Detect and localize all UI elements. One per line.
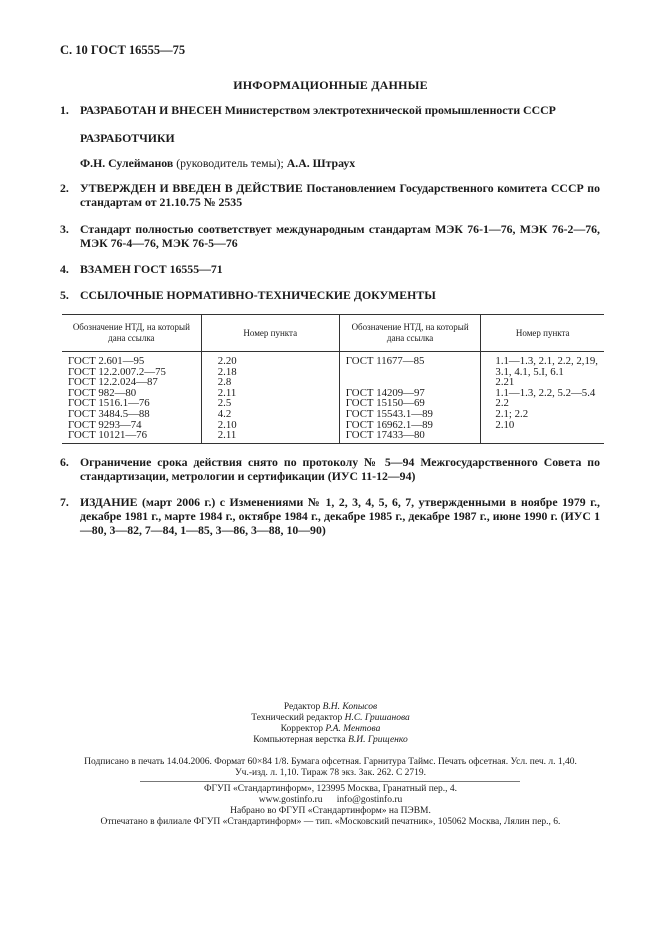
item-number: 6. — [60, 455, 69, 469]
item-1 — [60, 103, 600, 117]
table-cell: ГОСТ 10121—76 — [68, 429, 147, 442]
table-cell: ГОСТ 1516.1—76 — [68, 397, 150, 410]
developers-list — [80, 156, 355, 171]
imprint-block — [0, 784, 661, 828]
credit-label: Редактор — [283, 702, 323, 712]
item-text: ВЗАМЕН ГОСТ 16555—71 — [80, 262, 223, 276]
item-number: 1. — [60, 103, 69, 117]
table-cell: 2.10 — [217, 418, 237, 431]
print-info-line: Уч.-изд. л. 1,10. Тираж 78 экз. Зак. 262. С 2719. — [234, 768, 427, 778]
item-number: 3. — [60, 222, 69, 236]
table-cell: ГОСТ 12.2.024—87 — [68, 376, 158, 389]
item-text: Постановлением Государственного комитета СССР по стандартам от 21.10.75 № 2535 — [80, 181, 601, 209]
credit-corrector — [0, 724, 661, 735]
credit-name: В.Н. Копысов — [322, 702, 378, 712]
table-cell: 2.20 — [217, 355, 237, 367]
print-info-line: Подписано в печать 14.04.2006. Формат 60×84 1/8. Бумага офсетная. Гарнитура Таймс. Печать офсетная. Усл. печ. л. 1,40. — [84, 757, 577, 767]
table-cell: ГОСТ 14209—97 — [345, 386, 425, 399]
column-header: Обозначение НТД, на который дана ссылка — [339, 315, 481, 352]
table-cell: 4.2 — [217, 407, 232, 420]
column-header: Номер пункта — [481, 315, 604, 352]
table-cell: 3.1, 4.1, 5.I, 6.1 — [495, 365, 564, 378]
developers-heading: РАЗРАБОТЧИКИ — [80, 131, 175, 145]
table-cell: 2.8 — [217, 376, 232, 389]
table-cell: ГОСТ 12.2.007.2—75 — [68, 365, 166, 378]
imprint-line: Набрано во ФГУП «Стандартинформ» на ПЭВМ. — [230, 806, 431, 816]
table-cell: 2.11 — [217, 429, 237, 442]
table-cell: ГОСТ 15543.1—89 — [345, 407, 433, 420]
print-info — [0, 757, 661, 779]
credit-name: Р.А. Ментова — [325, 724, 381, 734]
item-7 — [60, 495, 600, 537]
developer-name: Ф.Н. Сулейманов — [80, 156, 174, 170]
imprint-line: ФГУП «Стандартинформ», 123995 Москва, Гранатный пер., 4. — [203, 784, 458, 794]
item-5 — [60, 288, 600, 302]
table-cell: 2.10 — [495, 418, 515, 431]
table-cell — [495, 430, 598, 441]
divider — [140, 781, 520, 782]
table-cell: ГОСТ 15150—69 — [345, 397, 425, 410]
table-cell: 1.1—1.3, 2.2, 5.2—5.4 — [495, 386, 596, 399]
table-cell: 2.21 — [495, 376, 515, 389]
item-6 — [60, 455, 600, 483]
credit-tech-editor — [0, 713, 661, 724]
credit-name: В.И. Грищенко — [348, 735, 408, 745]
table-cell: 2.2 — [495, 397, 509, 410]
item-4 — [60, 262, 600, 276]
item-number: 2. — [60, 181, 69, 195]
item-text: Стандарт полностью соответствует международным стандартам МЭК 76-1—76, МЭК 76-2—76, МЭК 76-4—76, МЭК 76-5—76 — [80, 222, 600, 250]
left-docs-column — [62, 352, 201, 444]
credit-label: Технический редактор — [251, 713, 345, 723]
table-cell: 2.5 — [217, 397, 232, 410]
page-title: ИНФОРМАЦИОННЫЕ ДАННЫЕ — [233, 78, 428, 92]
item-lead: УТВЕРЖДЕН И ВВЕДЕН В ДЕЙСТВИЕ — [80, 181, 303, 195]
table-cell: ГОСТ 982—80 — [68, 386, 137, 399]
developer-name: А.А. Штраух — [286, 156, 356, 170]
imprint-line: Отпечатано в филиале ФГУП «Стандартинформ» — тип. «Московский печатник», 105062 Москва, Лялин пер., 6. — [100, 817, 561, 827]
credits-block — [0, 702, 661, 746]
column-header: Обозначение НТД, на который дана ссылка — [62, 315, 201, 352]
table-cell: ГОСТ 17433—80 — [345, 429, 425, 442]
item-text: Министерством электротехнической промышленности СССР — [221, 103, 556, 117]
item-lead: РАЗРАБОТАН И ВНЕСЕН — [80, 103, 222, 117]
table-cell: 2.1; 2.2 — [495, 407, 529, 420]
item-2 — [60, 181, 600, 209]
credit-editor — [0, 702, 661, 713]
column-header: Номер пункта — [201, 315, 339, 352]
page-header: С. 10 ГОСТ 16555—75 — [60, 43, 186, 57]
table-cell: 2.11 — [217, 386, 237, 399]
table-cell: 1.1—1.3, 2.1, 2.2, 2,19, — [495, 355, 598, 367]
table-cell: ГОСТ 3484.5—88 — [68, 407, 150, 420]
item-text: ССЫЛОЧНЫЕ НОРМАТИВНО-ТЕХНИЧЕСКИЕ ДОКУМЕНТЫ — [80, 288, 436, 302]
table-cell: 2.18 — [217, 365, 237, 378]
developer-role: (руководитель темы); — [173, 156, 287, 170]
item-3 — [60, 222, 600, 250]
item-number: 7. — [60, 495, 69, 509]
credit-label: Корректор — [280, 724, 326, 734]
credit-name: Н.С. Гришанова — [344, 713, 410, 723]
item-number: 4. — [60, 262, 69, 276]
item-number: 5. — [60, 288, 69, 302]
reference-table — [62, 314, 604, 444]
left-points-column — [201, 352, 339, 444]
credit-layout — [0, 735, 661, 746]
table-cell: ГОСТ 2.601—95 — [68, 355, 145, 367]
right-docs-column — [339, 352, 481, 444]
table-cell: ГОСТ 9293—74 — [68, 418, 142, 431]
table-cell: ГОСТ 16962.1—89 — [345, 418, 433, 431]
credit-label: Компьютерная верстка — [253, 735, 349, 745]
table-cell — [346, 367, 475, 378]
right-points-column — [481, 352, 604, 444]
imprint-line: www.gostinfo.ru info@gostinfo.ru — [258, 795, 403, 805]
item-text: ИЗДАНИЕ (март 2006 г.) с Изменениями № 1, 2, 3, 4, 5, 6, 7, утвержденными в ноябре 1979 г., декабре 1981 г., марте 1984 г., октябре 1984 г., декабре 1985 г., декабре 1987 г., июне 1990 г. (ИУС 1—80, 3—82, 7—84, 1—85, 3—86, 3—88, 10—90) — [80, 495, 600, 537]
table-cell: ГОСТ 11677—85 — [345, 355, 425, 367]
item-text: Ограничение срока действия снято по протоколу № 5—94 Межгосударственного Совета по стандартизации, метрологии и сертификации (ИУС 11-12—94) — [80, 455, 600, 483]
